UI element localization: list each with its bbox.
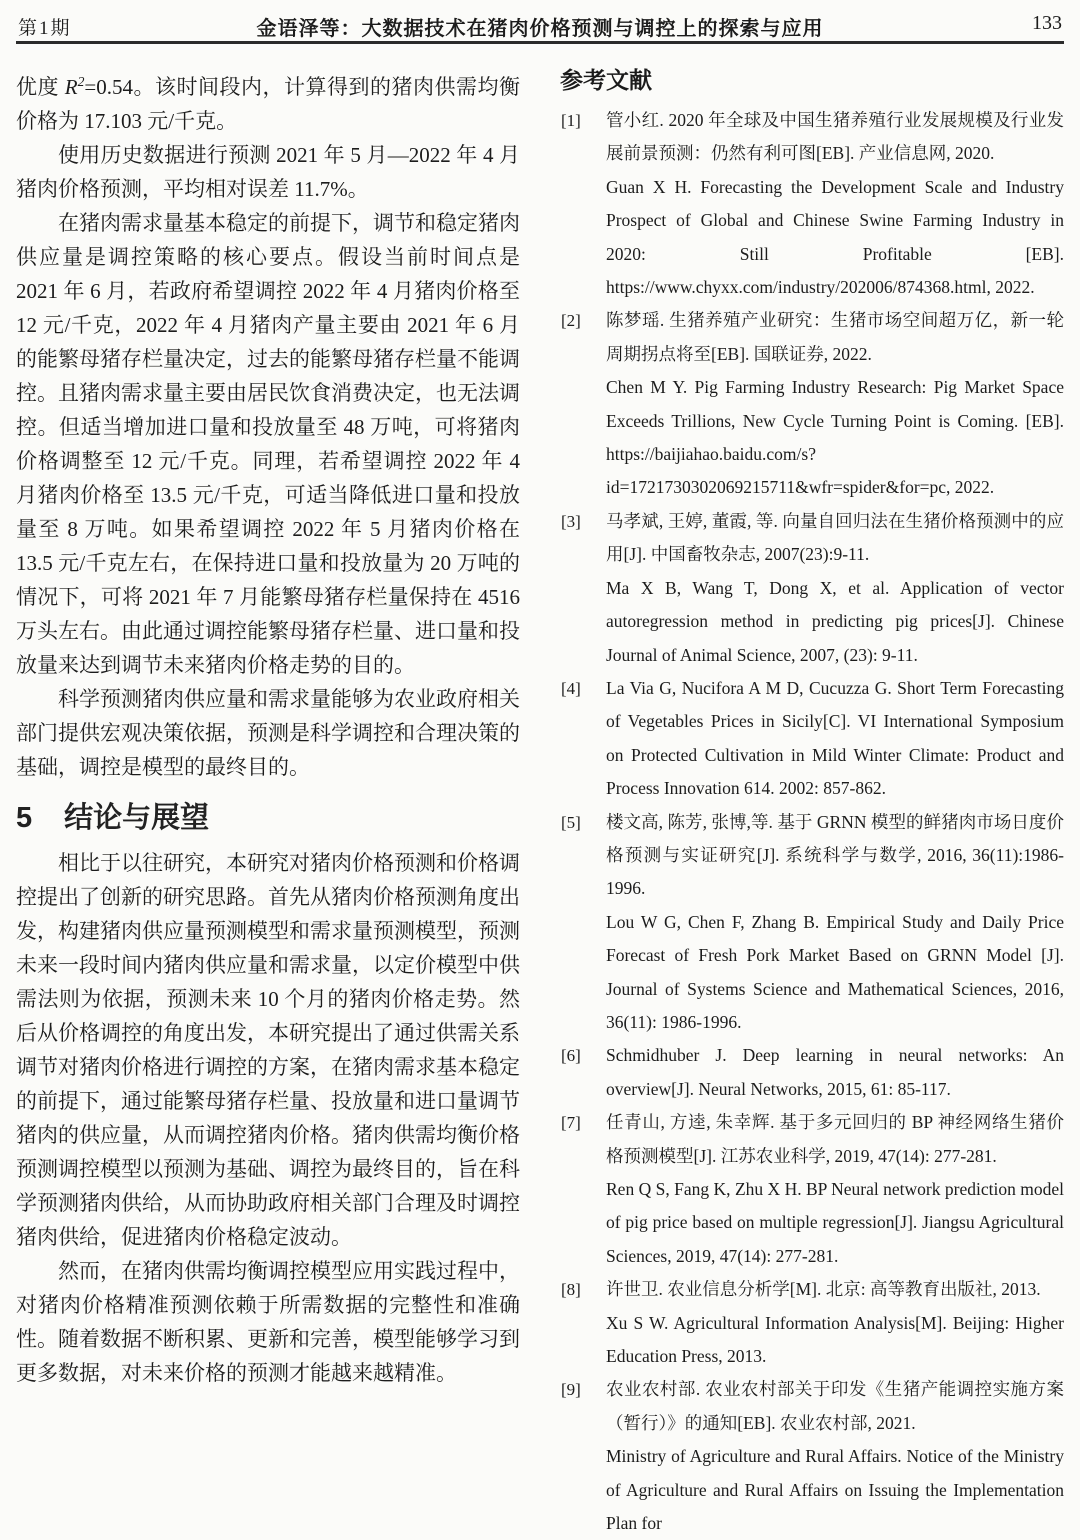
body-paragraph: 使用历史数据进行预测 2021 年 5 月—2022 年 4 月猪肉价格预测，平均相对误差 11.7%。 — [16, 143, 520, 201]
reference-text-zh: 许世卫. 农业信息分析学[M]. 北京: 高等教育出版社, 2013. — [606, 1279, 1041, 1300]
content-columns — [16, 65, 1064, 1540]
body-paragraph — [16, 65, 520, 138]
reference-text-en: Lou W G, Chen F, Zhang B. Empirical Study and Daily Price Forecast of Fresh Pork Market Based on GRNN Model [J]. Journal of Systems Science and Mathematical Sciences, 2016, 36(11): 1986-1996. — [606, 911, 1064, 1032]
formula-variable: R — [64, 75, 78, 99]
r-squared-formula — [65, 75, 133, 99]
section-heading — [16, 801, 520, 835]
reference-item — [560, 104, 1064, 304]
reference-text-zh: 陈梦瑶. 生猪养殖产业研究：生猪市场空间超万亿，新一轮周期拐点将至[EB]. 国联证券, 2022. — [606, 310, 1064, 364]
references-column — [560, 65, 1064, 1540]
running-title: 金语泽等：大数据技术在猪肉价格预测与调控上的探索与应用 — [256, 18, 824, 40]
reference-label: [5] — [561, 812, 581, 832]
section-number: 5 — [16, 802, 33, 834]
journal-issue: 第1期 — [18, 18, 72, 39]
body-paragraph: 相比于以往研究，本研究对猪肉价格预测和价格调控提出了创新的研究思路。首先从猪肉价格预测角度出发，构建猪肉供应量预测模型和需求量预测模型，预测未来一段时间内猪肉供应量和需求量，以定价模型中供需法则为依据，预测未来 10 个月的猪肉价格走势。然后从价格调控的角度出发，本研究提出了通过供需关系调节对猪肉价格进行调控的方案，在猪肉需求基本稳定的前提下，通过能繁母猪存栏量、投放量和进口量调节猪肉的供应量，从而调控猪肉价格。猪肉供需均衡价格预测调控模型以预测为基础、调控为最终目的，旨在科学预测猪肉供给，从而协助政府相关部门合理及时调控猪肉供给，促进猪肉价格稳定波动。 — [16, 851, 520, 1249]
body-paragraph: 科学预测猪肉供应量和需求量能够为农业政府相关部门提供宏观决策依据，预测是科学调控和合理决策的基础，调控是模型的最终目的。 — [16, 687, 520, 779]
reference-label: [2] — [561, 311, 581, 331]
reference-text-en: Ministry of Agriculture and Rural Affairs. Notice of the Ministry of Agriculture and Rural Affairs on Issuing the Implementation Plan for — [606, 1446, 1064, 1534]
reference-text-en: Ma X B, Wang T, Dong X, et al. Application of vector autoregression method in predicting pig prices[J]. Chinese Journal of Animal Science, 2007, (23): 9-11. — [606, 577, 1064, 665]
reference-text-en: Guan X H. Forecasting the Development Scale and Industry Prospect of Global and Chinese Swine Farming Industry in 2020: Still Profitable [EB]. https://www.chyxx.com/industry/202006/874368.html, 2022. — [606, 176, 1064, 298]
running-header — [16, 10, 1064, 44]
reference-item — [560, 1106, 1064, 1273]
paragraph-text: 。该时间段内，计算得到的猪肉供需均衡价格为 17.103 元/千克。 — [16, 75, 520, 133]
left-column — [16, 65, 520, 1540]
reference-item — [560, 304, 1064, 504]
reference-item — [560, 1039, 1064, 1106]
reference-label: [7] — [561, 1113, 581, 1133]
page-number: 133 — [1032, 12, 1062, 34]
reference-label: [3] — [561, 511, 581, 531]
formula-value: =0.54 — [84, 75, 133, 99]
reference-label: [1] — [561, 111, 581, 130]
reference-label: [4] — [561, 678, 581, 698]
body-paragraph: 在猪肉需求量基本稳定的前提下，调节和稳定猪肉供应量是调控策略的核心要点。假设当前时间点是 2021 年 6 月，若政府希望调控 2022 年 4 月猪肉价格至 12 元/千克，2022 年 4 月猪肉产量主要由 2021 年 6 月的能繁母猪存栏量决定，过去的能繁母猪存栏量不能调控。且猪肉需求量主要由居民饮食消费决定，也无法调控。但适当增加进口量和投放量至 48 万吨，可将猪肉价格调整至 12 元/千克。同理，若希望调控 2022 年 4 月猪肉价格至 13.5 元/千克，可适当降低进口量和投放量至 8 万吨。如果希望调控 2022 年 5 月猪肉价格在 13.5 元/千克左右，在保持进口量和投放量为 20 万吨的情况下，可将 2021 年 7 月能繁母猪存栏量保持在 4516 万头左右。由此通过调控能繁母猪存栏量、进口量和投放量来达到调节未来猪肉价格走势的目的。 — [16, 211, 520, 677]
reference-item — [560, 806, 1064, 1040]
reference-text-zh: 马孝斌, 王婷, 董霞, 等. 向量自回归法在生猪价格预测中的应用[J]. 中国畜牧杂志, 2007(23):9-11. — [606, 510, 1064, 565]
reference-label: [9] — [561, 1380, 581, 1400]
reference-text-zh: 任青山, 方逵, 朱幸辉. 基于多元回归的 BP 神经网络生猪价格预测模型[J]. 江苏农业科学, 2019, 47(14): 277-281. — [606, 1112, 1064, 1166]
reference-item — [560, 672, 1064, 806]
reference-text-en: Chen M Y. Pig Farming Industry Research: Pig Market Space Exceeds Trillions, New Cycle Turning Point is Coming. [EB]. https://baijiahao.baidu.com/s?id=1721730302069215711&wfr=spider&for=pc, 2022. — [606, 377, 1064, 498]
reference-text-en: Schmidhuber J. Deep learning in neural networks: An overview[J]. Neural Networks, 2015, 61: 85-117. — [606, 1045, 1064, 1099]
formula-superscript: 2 — [77, 74, 85, 89]
reference-text-zh: 管小红. 2020 年全球及中国生猪养殖行业发展规模及行业发展前景预测：仍然有利可图[EB]. 产业信息网, 2020. — [606, 110, 1064, 164]
reference-text-en: Ren Q S, Fang K, Zhu X H. BP Neural network prediction model of pig price based on multiple regression[J]. Jiangsu Agricultural Sciences, 2019, 47(14): 277-281. — [606, 1179, 1064, 1266]
reference-item — [560, 505, 1064, 672]
paragraph-text: 优度 — [16, 75, 65, 99]
reference-text-en: Xu S W. Agricultural Information Analysis[M]. Beijing: Higher Education Press, 2013. — [606, 1312, 1064, 1367]
reference-label: [8] — [561, 1280, 581, 1300]
reference-item — [560, 1373, 1064, 1540]
reference-item — [560, 1273, 1064, 1373]
reference-text-en: La Via G, Nucifora A M D, Cucuzza G. Short Term Forecasting of Vegetables Prices in Sicily[C]. VI International Symposium on Protected Cultivation in Mild Winter Climate: Product and Process Innovation 614. 2002: 857-862. — [606, 677, 1064, 799]
body-paragraph: 然而，在猪肉供需均衡调控模型应用实践过程中，对猪肉价格精准预测依赖于所需数据的完整性和准确性。随着数据不断积累、更新和完善，模型能够学习到更多数据，对未来价格的预测才能越来越精准。 — [16, 1259, 520, 1385]
reference-text-zh: 农业农村部. 农业农村部关于印发《生猪产能调控实施方案（暂行）》的通知[EB]. 农业农村部, 2021. — [606, 1379, 1064, 1433]
references-heading: 参考文献 — [560, 67, 652, 93]
reference-text-zh: 楼文高, 陈芳, 张博,等. 基于 GRNN 模型的鲜猪肉市场日度价格预测与实证研究[J]. 系统科学与数学, 2016, 36(11):1986-1996. — [606, 811, 1064, 899]
reference-label: [6] — [561, 1046, 581, 1066]
section-title: 结论与展望 — [64, 802, 210, 834]
